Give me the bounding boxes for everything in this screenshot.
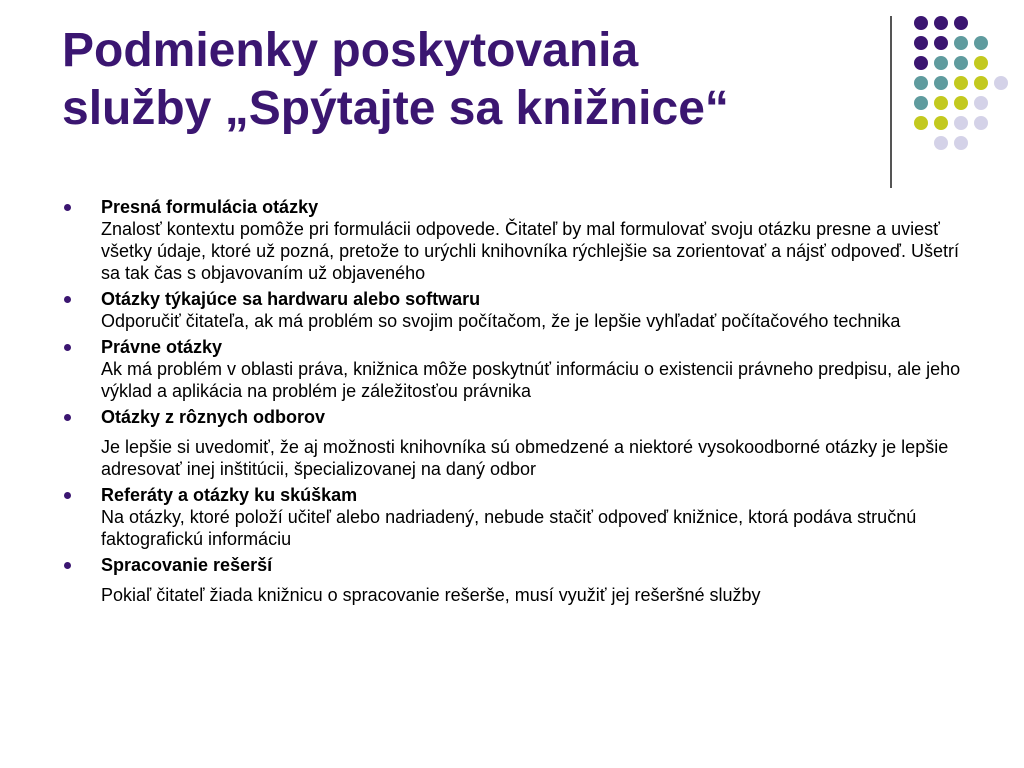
decorative-dot-lavender	[954, 116, 968, 130]
bullet-heading: Presná formulácia otázky	[101, 197, 319, 217]
decorative-dot-yellow	[934, 116, 948, 130]
bullet-dot-icon	[64, 492, 71, 499]
bullet-item-legal-questions	[62, 336, 962, 402]
decorative-dot-purple	[914, 56, 928, 70]
decorative-dot-lavender	[934, 136, 948, 150]
bullet-body: Pokiaľ čitateľ žiada knižnicu o spracovanie rešerše, musí využiť jej rešeršné služby	[101, 585, 761, 605]
bullet-heading: Otázky týkajúce sa hardwaru alebo softwaru	[101, 289, 481, 309]
decorative-dot-teal	[974, 36, 988, 50]
bullet-item-reports-exams	[62, 484, 962, 550]
bullet-dot-icon	[64, 344, 71, 351]
slide-title-line-2: služby „Spýtajte sa knižnice“	[62, 82, 729, 135]
bullet-body: Znalosť kontextu pomôže pri formulácii odpovede. Čitateľ by mal formulovať svoju otázku presne a uviesť všetky údaje, ktoré už pozná, pretože to urýchli knihovníka rýchlejšie sa zorientovať a nájsť odpoveď. Ušetrí sa tak čas s objavovaním už objaveného	[101, 219, 959, 283]
slide-title-line-1: Podmienky poskytovania	[62, 24, 639, 77]
slide-title	[62, 22, 862, 138]
bullet-heading: Referáty a otázky ku skúškam	[101, 485, 358, 505]
decorative-dot-purple	[954, 16, 968, 30]
bullet-list	[62, 196, 962, 610]
bullet-heading: Otázky z rôznych odborov	[101, 407, 326, 427]
bullet-body: Odporučiť čitateľa, ak má problém so svojim počítačom, že je lepšie vyhľadať počítačového technika	[101, 311, 901, 331]
bullet-body: Je lepšie si uvedomiť, že aj možnosti knihovníka sú obmedzené a niektoré vysokoodborné otázky je lepšie adresovať inej inštitúcii, špecializovanej na daný odbor	[101, 437, 949, 479]
decorative-dot-purple	[934, 36, 948, 50]
bullet-body: Ak má problém v oblasti práva, knižnica môže poskytnúť informáciu o existencii právneho predpisu, ale jeho výklad a aplikácia na problém je záležitosťou právnika	[101, 359, 961, 401]
bullet-heading: Spracovanie rešerší	[101, 555, 273, 575]
bullet-item-various-fields	[62, 406, 962, 480]
bullet-item-literature-search	[62, 554, 962, 606]
decorative-dot-purple	[914, 36, 928, 50]
bullet-heading: Právne otázky	[101, 337, 223, 357]
decorative-dot-lavender	[954, 136, 968, 150]
decorative-dot-teal	[914, 96, 928, 110]
decorative-dot-yellow	[974, 56, 988, 70]
decorative-dot-yellow	[974, 76, 988, 90]
bullet-body: Na otázky, ktoré položí učiteľ alebo nadriadený, nebude stačiť odpoveď knižnice, ktorá podáva stručnú faktografickú informáciu	[101, 507, 917, 549]
decorative-dot-yellow	[954, 76, 968, 90]
decorative-dot-yellow	[934, 96, 948, 110]
bullet-item-hardware-software	[62, 288, 962, 332]
vertical-divider	[890, 16, 892, 188]
decorative-dot-teal	[934, 76, 948, 90]
decorative-dot-lavender	[974, 96, 988, 110]
bullet-dot-icon	[64, 204, 71, 211]
bullet-dot-icon	[64, 414, 71, 421]
decorative-dot-lavender	[994, 76, 1008, 90]
decorative-dot-yellow	[914, 116, 928, 130]
decorative-dot-teal	[954, 56, 968, 70]
bullet-dot-icon	[64, 296, 71, 303]
decorative-dot-teal	[914, 76, 928, 90]
decorative-dot-purple	[914, 16, 928, 30]
decorative-dot-yellow	[954, 96, 968, 110]
decorative-dot-teal	[954, 36, 968, 50]
bullet-dot-icon	[64, 562, 71, 569]
decorative-dot-teal	[934, 56, 948, 70]
decorative-dot-lavender	[974, 116, 988, 130]
decorative-dot-purple	[934, 16, 948, 30]
bullet-item-precise-question	[62, 196, 962, 284]
